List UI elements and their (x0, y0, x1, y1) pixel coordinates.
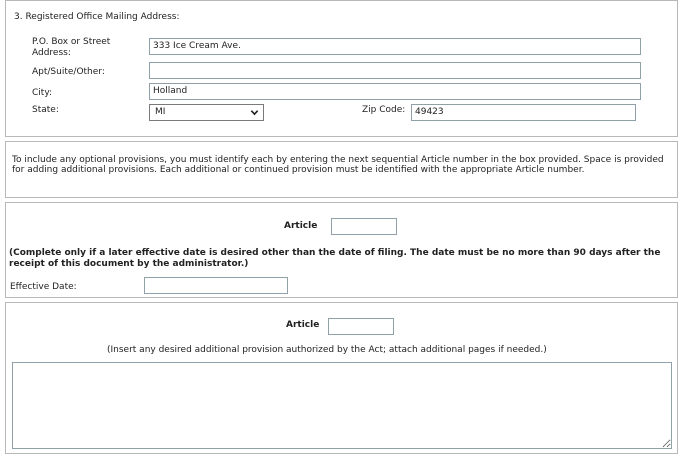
article-label: Article (284, 221, 318, 231)
street-label: P.O. Box or Street Address: (32, 37, 111, 58)
effective-date-input[interactable] (144, 277, 288, 294)
effective-date-note: (Complete only if a later effective date is desired other than the date of filing. The date must be no more than 90 days after the receipt of this document by the administrator.) (9, 248, 661, 269)
effective-date-label: Effective Date: (10, 282, 77, 292)
state-selected-value: MI (155, 107, 166, 117)
provision-note: (Insert any desired additional provision authorized by the Act; attach additional pages if needed.) (107, 345, 547, 355)
street-address-input[interactable]: 333 Ice Cream Ave. (149, 38, 641, 55)
section-title: 3. Registered Office Mailing Address: (14, 12, 180, 22)
instructions-text: To include any optional provisions, you must identify each by entering the next sequential Article number in the box provided. Space is provided for adding additional provisions. Each additional or continued provision must be identified with the appropriate Article number. (12, 155, 664, 175)
article-number-input[interactable] (331, 218, 397, 235)
provision-article-input[interactable] (328, 318, 394, 335)
state-select[interactable] (149, 104, 264, 121)
instructions-panel (5, 141, 678, 198)
state-label: State: (32, 105, 59, 115)
apt-suite-input[interactable] (149, 62, 641, 79)
apt-label: Apt/Suite/Other: (32, 67, 105, 77)
registered-office-panel (5, 0, 678, 137)
zip-label: Zip Code: (362, 105, 406, 115)
additional-provision-panel (5, 302, 678, 454)
zip-code-input[interactable]: 49423 (411, 104, 636, 121)
city-label: City: (32, 88, 53, 98)
provision-textarea[interactable] (12, 362, 672, 449)
provision-article-label: Article (286, 320, 320, 330)
chevron-down-icon (250, 108, 259, 117)
effective-date-panel (5, 202, 678, 298)
city-input[interactable]: Holland (149, 83, 641, 100)
